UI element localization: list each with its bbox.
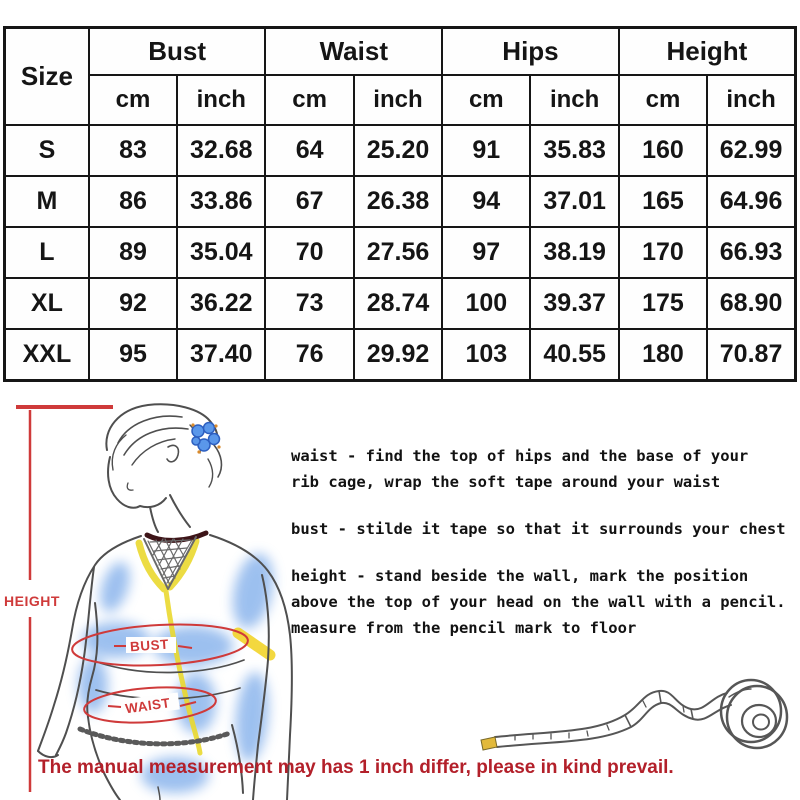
cell: 35.04 <box>177 227 265 278</box>
cell: 86 <box>89 176 177 227</box>
col-header-waist: Waist <box>265 28 442 76</box>
cell: 91 <box>442 125 530 176</box>
disclaimer-note: The manual measurement may has 1 inch differ, please in kind prevail. <box>38 757 674 778</box>
unit-header-height-cm: cm <box>619 75 707 125</box>
cell: 64.96 <box>707 176 795 227</box>
size-label: XXL <box>5 329 89 381</box>
instruction-line: measure from the pencil mark to floor <box>291 619 637 637</box>
cell: 100 <box>442 278 530 329</box>
cell: 38.19 <box>530 227 618 278</box>
cell: 95 <box>89 329 177 381</box>
cell: 37.01 <box>530 176 618 227</box>
cell: 28.74 <box>354 278 442 329</box>
bust-label: BUST <box>129 636 170 655</box>
cell: 32.68 <box>177 125 265 176</box>
unit-header-bust-cm: cm <box>89 75 177 125</box>
cell: 70 <box>265 227 353 278</box>
cell: 67 <box>265 176 353 227</box>
instruction-line: height - stand beside the wall, mark the position <box>291 567 749 585</box>
cell: 76 <box>265 329 353 381</box>
cell: 89 <box>89 227 177 278</box>
cell: 33.86 <box>177 176 265 227</box>
cell: 39.37 <box>530 278 618 329</box>
col-header-size: Size <box>5 28 89 126</box>
instruction-line: rib cage, wrap the soft tape around your waist <box>291 473 721 491</box>
col-header-hips: Hips <box>442 28 619 76</box>
cell: 35.83 <box>530 125 618 176</box>
instruction-line: bust - stilde it tape so that it surrounds your chest <box>291 520 786 538</box>
size-label: M <box>5 176 89 227</box>
cell: 175 <box>619 278 707 329</box>
cell: 160 <box>619 125 707 176</box>
woman-figure-illustration <box>0 395 310 800</box>
unit-header-hips-inch: inch <box>530 75 618 125</box>
cell: 64 <box>265 125 353 176</box>
size-label: S <box>5 125 89 176</box>
unit-header-bust-inch: inch <box>177 75 265 125</box>
col-header-bust: Bust <box>89 28 266 76</box>
cell: 37.40 <box>177 329 265 381</box>
cell: 70.87 <box>707 329 795 381</box>
cell: 165 <box>619 176 707 227</box>
cell: 83 <box>89 125 177 176</box>
size-label: L <box>5 227 89 278</box>
cell: 62.99 <box>707 125 795 176</box>
col-header-height: Height <box>619 28 796 76</box>
cell: 29.92 <box>354 329 442 381</box>
cell: 27.56 <box>354 227 442 278</box>
waist-label: WAIST <box>124 695 172 717</box>
unit-header-height-inch: inch <box>707 75 795 125</box>
chain-belt <box>80 729 230 744</box>
table-row-s <box>5 125 796 176</box>
unit-header-hips-cm: cm <box>442 75 530 125</box>
table-row-m <box>5 176 796 227</box>
table-row-xxl <box>5 329 796 381</box>
cell: 170 <box>619 227 707 278</box>
cell: 66.93 <box>707 227 795 278</box>
size-label: XL <box>5 278 89 329</box>
cell: 25.20 <box>354 125 442 176</box>
cell: 92 <box>89 278 177 329</box>
cell: 68.90 <box>707 278 795 329</box>
cell: 103 <box>442 329 530 381</box>
cell: 36.22 <box>177 278 265 329</box>
measuring-tape-icon <box>445 645 800 770</box>
instruction-line: above the top of your head on the wall with a pencil. <box>291 593 786 611</box>
height-instruction <box>291 563 797 641</box>
cell: 180 <box>619 329 707 381</box>
measuring-instructions <box>291 443 797 641</box>
bust-instruction <box>291 516 797 542</box>
unit-header-waist-cm: cm <box>265 75 353 125</box>
height-label: HEIGHT <box>4 593 60 609</box>
cell: 40.55 <box>530 329 618 381</box>
instruction-line: waist - find the top of hips and the base of your <box>291 447 749 465</box>
table-row-l <box>5 227 796 278</box>
unit-header-waist-inch: inch <box>354 75 442 125</box>
cell: 97 <box>442 227 530 278</box>
table-row-xl <box>5 278 796 329</box>
cell: 94 <box>442 176 530 227</box>
cell: 26.38 <box>354 176 442 227</box>
waist-instruction <box>291 443 797 495</box>
cell: 73 <box>265 278 353 329</box>
size-chart-table <box>3 26 797 382</box>
tape-tip-tab <box>481 737 497 750</box>
